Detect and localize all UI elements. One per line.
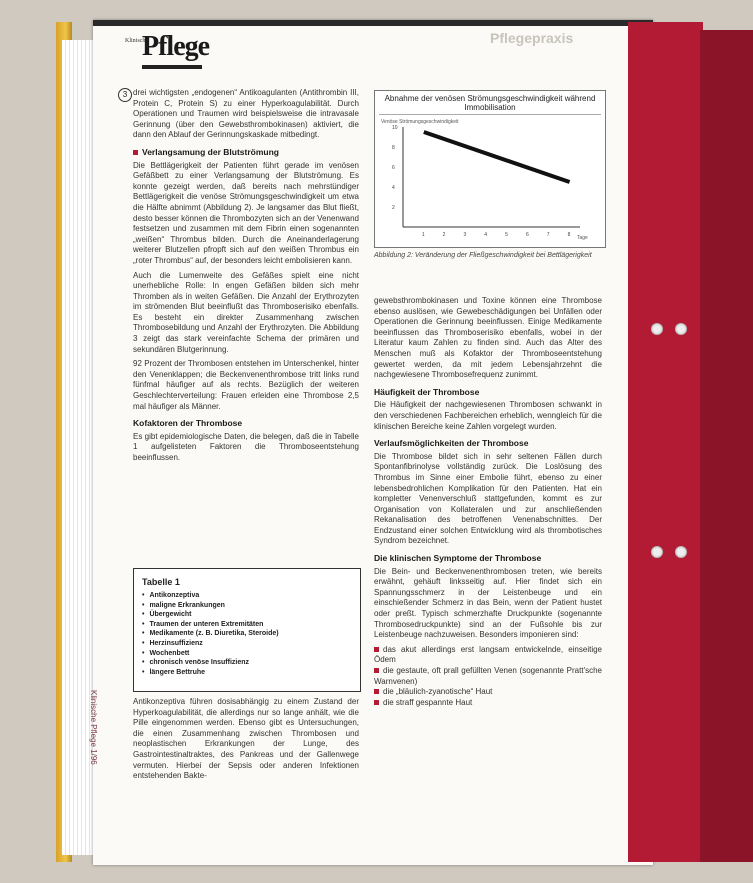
- paragraph: Es gibt epidemiologische Daten, die belegen, daß die in Tabelle 1 aufgelisteten Faktoren die Thromboseentstehung beeinflussen.: [133, 431, 359, 462]
- punch-hole: [675, 323, 687, 335]
- top-bar: [93, 20, 653, 26]
- logo-text: Pflege: [142, 31, 210, 62]
- paragraph: Auch die Lumenweite des Gefäßes spielt eine nicht unerhebliche Rolle: In engen Gefäßen bilden sich mehr Thromben als in weiten Gefäßen. Die Anzahl der Erythrozyten im strömenden Blut beeinflußt das Thromboserisiko ebenfalls. Es besteht ein direkter Zusammenhang zwischen Thrombosebildung und Anzahl der Erythrozyten. Die Abbildung 3 zeigt das stark vereinfachte Schema der primären und sekundären Blutgerinnung.: [133, 270, 359, 354]
- subheading: Verlaufsmöglichkeiten der Thrombose: [374, 438, 529, 449]
- table-title: Tabelle 1: [142, 577, 180, 587]
- section-title: Pflegepraxis: [490, 30, 574, 46]
- list-item: • längere Bettruhe: [142, 668, 360, 678]
- x-tick-label: 4: [484, 232, 488, 238]
- figure-caption: Abbildung 2: Veränderung der Fließgeschwindigkeit bei Bettlägerigkeit: [374, 252, 592, 259]
- bullet-marker: [374, 668, 379, 673]
- series-line: [424, 132, 570, 182]
- logo-bar: [142, 65, 202, 69]
- paragraph: Die Häufigkeit der nachgewiesenen Thrombosen schwankt in den verschiedenen Fachbereichen erheblich, wenngleich für die klinischen Bereiche keine Zahlen vorgelegt wurden.: [374, 400, 602, 431]
- subheading: Die klinischen Symptome der Thrombose: [374, 553, 542, 564]
- left-column-bottom: [133, 697, 359, 786]
- list-item: [374, 666, 602, 687]
- y-tick-label: 8: [392, 145, 395, 151]
- paragraph: drei wichtigsten „endogenen“ Antikoagulanten (Antithrombin III, Protein C, Protein S) zu einer Hyperkoagulabilität. Durch Operationen und Traumen wird beispielsweise die intravasale Gerinnung (über den Gewebsthrombokinasen) aktiviert, die dann den Ablauf der Gerinnungskaskade mitbedingt.: [133, 88, 359, 140]
- x-tick-label: 6: [525, 232, 529, 238]
- subheading: Häufigkeit der Thrombose: [374, 386, 480, 397]
- list-item: • Übergewicht: [142, 610, 360, 620]
- figure-question: Abnahme der venösen Strömungsgeschwindigkeit während Immobilisation: [379, 94, 601, 115]
- heading-text: Verlangsamung der Blutströmung: [142, 146, 279, 157]
- subheading: Kofaktoren der Thrombose: [133, 418, 243, 429]
- list-item-text: die „bläulich-zyanotische“ Haut: [383, 687, 493, 697]
- figure-2: [374, 90, 606, 248]
- list-item-text: die straff gespannte Haut: [383, 697, 473, 707]
- punch-hole: [651, 546, 663, 558]
- subheading: [133, 147, 359, 158]
- paragraph: Die Bein- und Beckenvenenthrombosen treten, wie bereits erwähnt, gehäuft linksseitig auf. Hier findet sich ein Spannungsschmerz in der Leistenbeuge und ein einschießender Schmerz in das Bein, wenn der Patient hustet oder preßt. Typisch schmerzhafte Druckpunkte (sogenannte Thrombosedruckpunkte) sind an der Fußsohle bis zur Leistenbeuge nachzuweisen. Besonders imponieren sind:: [374, 566, 602, 640]
- y-tick-label: 4: [392, 185, 395, 191]
- x-tick-label: 3: [463, 232, 467, 238]
- logo-small-text: Klinische: [125, 38, 148, 44]
- list-item: • Wochenbett: [142, 649, 360, 659]
- bullet-marker: [374, 647, 379, 652]
- list-item: [374, 687, 602, 698]
- heading-marker: [133, 150, 138, 155]
- list-item: • Medikamente (z. B. Diuretika, Steroide): [142, 629, 360, 639]
- punch-hole: [675, 546, 687, 558]
- paragraph: Antikonzeptiva führen dosisabhängig zu einem Zustand der Hyperkoagulabilität, die allerdings nur so lange anhält, wie die Pille eingenommen werden. Ebenso gibt es Untersuchungen, die einen Zusammenhang zwischen Thrombosen und neoplastischen Erkrankungen der Lunge, des Gastrointestinaltraktes, des Pankreas und der Gallenwege vermuten. Hierbei der Sepsis oder anderen Infektionen entstehenden Bakte-: [133, 697, 359, 781]
- x-tick-label: 2: [442, 232, 446, 238]
- list-item: • Antikonzeptiva: [142, 591, 360, 601]
- y-tick-label: 2: [392, 205, 395, 211]
- x-tick-label: 1: [421, 232, 425, 238]
- right-column: [374, 296, 602, 708]
- list-item: • Traumen der unteren Extremitäten: [142, 620, 360, 630]
- paragraph: Die Thrombose bildet sich in sehr seltenen Fällen durch Spontanfibrinolyse vollständig zurück. Die Loslösung des Thrombus im Sinne einer Embolie führt, ebenso zu einer lebensbedrohlichen Komplikation für den Patienten. Hat ein kompletter Venenverschluß stattgefunden, kommt es zur Organisation von Kollateralen und zur anschließenden Rekanalisation des betroffenen Venenabschnittes. Der Endzustand einer solchen Entwicklung wird als thrombotisches Syndrom bezeichnet.: [374, 451, 602, 546]
- list-item: [374, 645, 602, 666]
- x-tick-label: 7: [546, 232, 550, 238]
- x-tick-label: 8: [567, 232, 571, 238]
- list-item: • chronisch venöse Insuffizienz: [142, 658, 360, 668]
- paragraph: 92 Prozent der Thrombosen entstehen im Unterschenkel, hinter den Venenklappen; die Beckenvenenthrombose tritt links rund fünfmal häufiger auf als rechts. Bezüglich der weiteren Geschlechterverteilung: Frauen erleiden eine Thrombose 2,5 mal häufiger als Männer.: [133, 359, 359, 411]
- y-axis-label: Venöse Strömungsgeschwindigkeit: [381, 119, 459, 125]
- red-divider: [628, 22, 703, 862]
- table-1: [133, 568, 361, 692]
- y-tick-label: 6: [392, 165, 395, 171]
- y-tick-label: 10: [392, 125, 398, 131]
- list-item: • Herzinsuffizienz: [142, 639, 360, 649]
- paragraph: gewebsthrombokinasen und Toxine können eine Thrombose ebenso auslösen, wie Gewebeschädigungen bei Unfällen oder Operationen die Gerinnung beeinflussen. Einige Medikamente beeinflussen das Thromboserisiko ebenfalls, wobei in der Literatur kaum Zahlen zu finden sind. Auch das Alter des Menschen muß als Kofaktor der Thromboseentstehung gewertet werden, da mit jedem Lebensjahrzehnt die nachgewiesene Thrombosefrequenz zunimmt.: [374, 296, 602, 380]
- bullet-marker: [374, 689, 379, 694]
- table-list: [134, 591, 360, 677]
- paragraph: Die Bettlägerigkeit der Patienten führt gerade im venösen Gefäßbett zu einer Verlangsamung der Blutströmung. Es konnte gezeigt werden, daß bereits nach mehrstündiger Bettlägerigkeit die venöse Strömungsgeschwindigkeit um etwa die Hälfte abnimmt (Abbildung 2). Je langsamer das Blut fließt, desto besser können die Thrombozyten sich an der Venenwand festsetzen und zusammen mit dem Fibrin einen sogenannten „weißen“ Thrombus bilden. Durch die Aneinanderlagerung weiterer Blutzellen pfropft sich auf den weißen Thrombus ein „roter Thrombus“ auf, der besonders leicht embolisieren kann.: [133, 160, 359, 265]
- x-axis-label: Tage: [577, 235, 588, 241]
- symptom-list: [374, 645, 602, 709]
- list-item: • maligne Erkrankungen: [142, 601, 360, 611]
- red-divider-back: [700, 30, 753, 862]
- chart: [375, 115, 605, 245]
- vertical-footer: Klinische Pflege 1/96: [89, 690, 98, 765]
- x-tick-label: 5: [505, 232, 508, 238]
- bullet-marker: [374, 700, 379, 705]
- left-column-top: [133, 88, 359, 468]
- punch-hole: [651, 323, 663, 335]
- list-item-text: die gestaute, oft prall gefüllten Venen (sogenannte Pratt'sche Warnvenen): [374, 666, 602, 686]
- section-number: 3: [118, 88, 132, 102]
- list-item-text: das akut allerdings erst langsam entwickelnde, einseitige Ödem: [374, 644, 602, 665]
- list-item: [374, 698, 602, 709]
